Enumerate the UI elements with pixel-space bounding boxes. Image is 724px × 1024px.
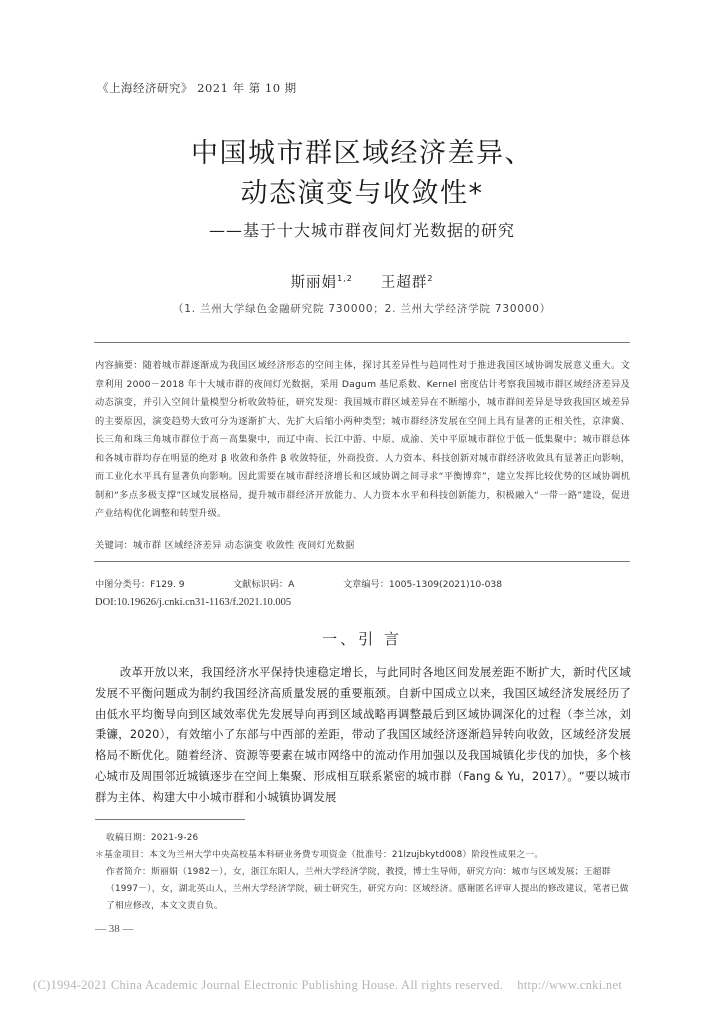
author-1: 斯丽娟 bbox=[290, 275, 338, 291]
section-heading: 一、引 言 bbox=[322, 630, 402, 648]
page-number: — 38 — bbox=[95, 923, 134, 935]
abstract-bottom-rule bbox=[94, 561, 630, 562]
author-1-affil-mark: 1,2 bbox=[337, 274, 353, 284]
abstract-text: 内容摘要：随着城市群逐渐成为我国区域经济形态的空间主体，探讨其差异性与趋同性对于推进我国区域协调发展意义重大。文章利用 2000－2018 年十大城市群的夜间灯光数据，采用 Dagum 基尼系数、Kernel 密度估计考察我国城市群区域经济差异及动态演变，并引入空间计量模型分析收敛特征，研究发现：我国城市群区域差异在不断缩小，城市群间差异是导致我国区域差异的主要原因，演变趋势大致可分为逐渐扩大、先扩大后缩小两种类型；城市群经济发展在空间上具有显著的正相关性，京津冀、长三角和珠三角城市群位于高－高集聚中，而辽中南、长江中游、中原、成渝、关中平原城市群位于低－低集聚中；城市群总体和各城市群均存在明显的绝对 β 收敛和条件 β 收敛特征，外商投资、人力资本、科技创新对城市群经济收敛具有显著正向影响，而工业化水平具有显著负向影响。因此需要在城市群经济增长和区域协调之间寻求“平衡博弈”，建立发挥比较优势的区域协调机制和“多点多极支撑”区域发展格局，提升城市群经济开放能力、人力资本水平和科技创新能力，积极融入“一带一路”建设，促进产业结构优化调整和转型升级。 bbox=[95, 360, 630, 519]
doi: DOI:10.19626/j.cnki.cn31-1163/f.2021.10.005 bbox=[95, 597, 292, 608]
title-line-1: 中国城市群区域经济差异、 bbox=[191, 138, 533, 169]
author-2-affil-mark: 2 bbox=[427, 274, 434, 284]
paragraph-1: 改革开放以来，我国经济水平保持快速稳定增长，与此同时各地区间发展差距不断扩大，新时代区域发展不平衡问题成为制约我国经济高质量发展的重要瓶颈。自新中国成立以来，我国区域经济发展经历了由低水平均衡导向到区域效率优先发展导向再到区域战略再调整最后到区域协调深化的过程（李兰冰，刘秉镰，2020），有效缩小了东部与中西部的差距，带动了我国区域经济逐渐趋异转向收敛，区域经济发展格局不断优化。随着经济、资源等要素在城市网络中的流动作用加强以及我国城镇化步伐的加快，多个核心城市及周围邻近城镇逐步在空间上集聚、形成相互联系紧密的城市群（Fang & Yu，2017）。“要以城市群为主体、构建大中小城市群和小城镇协调发展 bbox=[95, 666, 631, 804]
copyright-text: (C)1994-2021 China Academic Journal Electronic Publishing House. All rights reserved. bbox=[33, 978, 504, 992]
watermark-url: http://www.cnki.net bbox=[517, 978, 623, 992]
abstract-top-rule bbox=[94, 342, 630, 343]
clc-number: 中图分类号：F129. 9 bbox=[95, 579, 185, 590]
document-code: 文献标识码：A bbox=[233, 579, 295, 590]
author-line bbox=[0, 271, 724, 292]
footnote-bio: 作者简介：斯丽娟（1982－），女，浙江东阳人，兰州大学经济学院，教授，博士生导师，研究方向：城市与区域发展；王超群（1997－），女，湖北英山人，兰州大学经济学院，硕士研究生，研究方向：区域经济。感谢匿名评审人提出的修改建议，笔者已做了相应修改，本文文责自负。 bbox=[106, 867, 629, 911]
footnote-received: 收稿日期：2021-9-26 bbox=[106, 833, 199, 843]
author-2: 王超群 bbox=[380, 275, 428, 291]
title-line-2: 动态演变与收敛性* bbox=[240, 178, 484, 209]
article-number: 文章编号：1005-1309(2021)10-038 bbox=[343, 579, 503, 590]
affiliation: （1. 兰州大学绿色金融研究院 730000；2. 兰州大学经济学院 730000） bbox=[172, 303, 552, 315]
footnote-fund: ＊基金项目：本文为兰州大学中央高校基本科研业务费专项资金（批准号：21lzujbkytd008）阶段性成果之一。 bbox=[95, 850, 544, 860]
subtitle: ——基于十大城市群夜间灯光数据的研究 bbox=[208, 221, 515, 240]
footnotes bbox=[95, 830, 631, 915]
copyright-watermark bbox=[33, 978, 622, 993]
body-text bbox=[95, 663, 631, 809]
journal-header: 《上海经济研究》 2021 年 第 10 期 bbox=[97, 81, 297, 95]
classification-line bbox=[95, 576, 502, 590]
footnote-rule bbox=[95, 819, 245, 820]
keywords: 关键词：城市群 区域经济差异 动态演变 收敛性 夜间灯光数据 bbox=[95, 540, 355, 551]
